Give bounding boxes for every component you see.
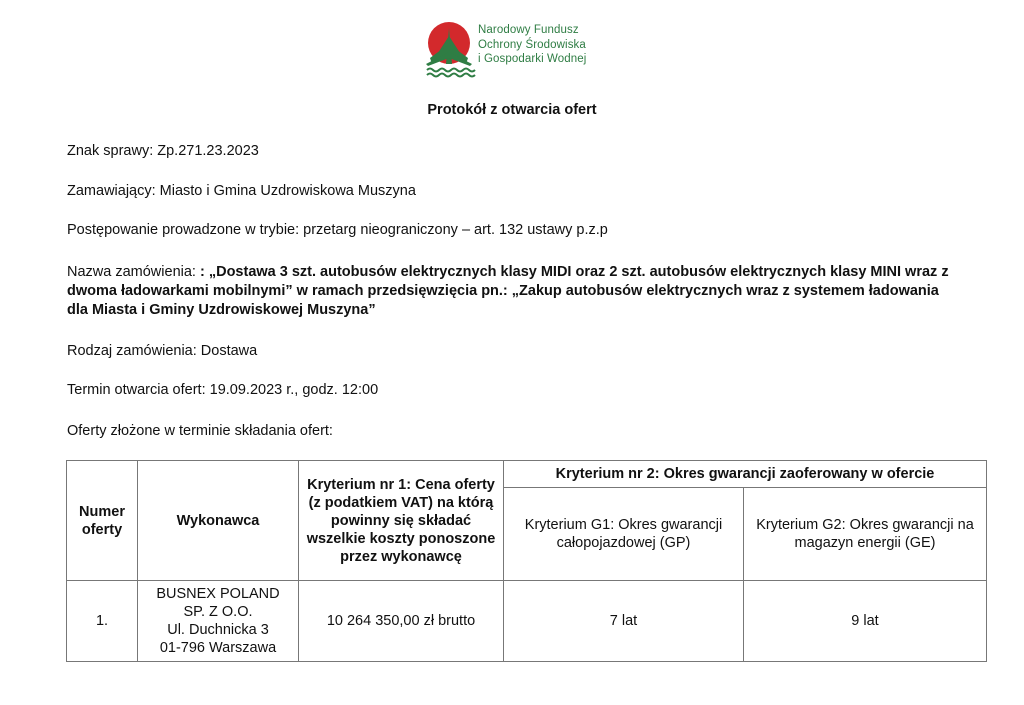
postepowanie: Postępowanie prowadzone w trybie: przetarg nieograniczony – art. 132 ustawy p.z.p (67, 222, 608, 238)
header-kryterium-1: Kryterium nr 1: Cena oferty (z podatkiem VAT) na którą powinny się składać wszelkie koszty ponoszone przez wykonawcę (299, 461, 504, 581)
nfosigw-logo (426, 20, 586, 80)
wykonawca-line: 01-796 Warszawa (159, 640, 277, 656)
wykonawca-line: BUSNEX POLAND (156, 586, 280, 602)
cell-wykonawca (138, 581, 299, 662)
termin-otwarcia: Termin otwarcia ofert: 19.09.2023 r., godz. 12:00 (67, 382, 379, 398)
table-row (67, 581, 987, 662)
wykonawca-line: SP. Z O.O. (183, 604, 253, 620)
header-wykonawca: Wykonawca (138, 461, 299, 581)
wykonawca-line: Ul. Duchnicka 3 (167, 622, 269, 638)
zamawiajacy: Zamawiający: Miasto i Gmina Uzdrowiskowa Muszyna (67, 183, 416, 199)
logo-text-line1: Narodowy Fundusz (478, 24, 579, 36)
header-kryterium-g2: Kryterium G2: Okres gwarancji na magazyn energii (GE) (744, 488, 987, 581)
logo-text-line3: i Gospodarki Wodnej (478, 53, 587, 65)
document-title: Protokół z otwarcia ofert (427, 102, 597, 118)
nazwa-zamowienia-label: Nazwa zamówienia: (67, 264, 200, 280)
nazwa-zamowienia (67, 263, 957, 320)
header-kryterium-2: Kryterium nr 2: Okres gwarancji zaoferowany w ofercie (504, 461, 987, 488)
cell-cena: 10 264 350,00 zł brutto (299, 581, 504, 662)
cell-numer: 1. (67, 581, 138, 662)
logo-text-line2: Ochrony Środowiska (478, 38, 586, 51)
nazwa-zamowienia-value: : „Dostawa 3 szt. autobusów elektrycznych klasy MIDI oraz 2 szt. autobusów elektrycznych klasy MINI wraz z dwoma ładowarkami mobilnymi” w ramach przedsięwzięcia pn.: „Zakup autobusów elektrycznych wraz z systemem ładowania dla Miasta i Gminy Uzdrowiskowej Muszyna” (67, 264, 949, 318)
rodzaj-zamowienia: Rodzaj zamówienia: Dostawa (67, 343, 258, 359)
cell-g1: 7 lat (504, 581, 744, 662)
offers-table (66, 460, 987, 662)
logo-text (478, 23, 586, 67)
znak-sprawy: Znak sprawy: Zp.271.23.2023 (67, 143, 259, 159)
cell-g2: 9 lat (744, 581, 987, 662)
table-header-row (67, 461, 987, 488)
oferty-zlozone: Oferty złożone w terminie składania ofert: (67, 423, 333, 439)
header-numer-oferty: Numer oferty (67, 461, 138, 581)
header-kryterium-g1: Kryterium G1: Okres gwarancji całopojazdowej (GP) (504, 488, 744, 581)
nfosigw-emblem-icon (426, 20, 476, 80)
